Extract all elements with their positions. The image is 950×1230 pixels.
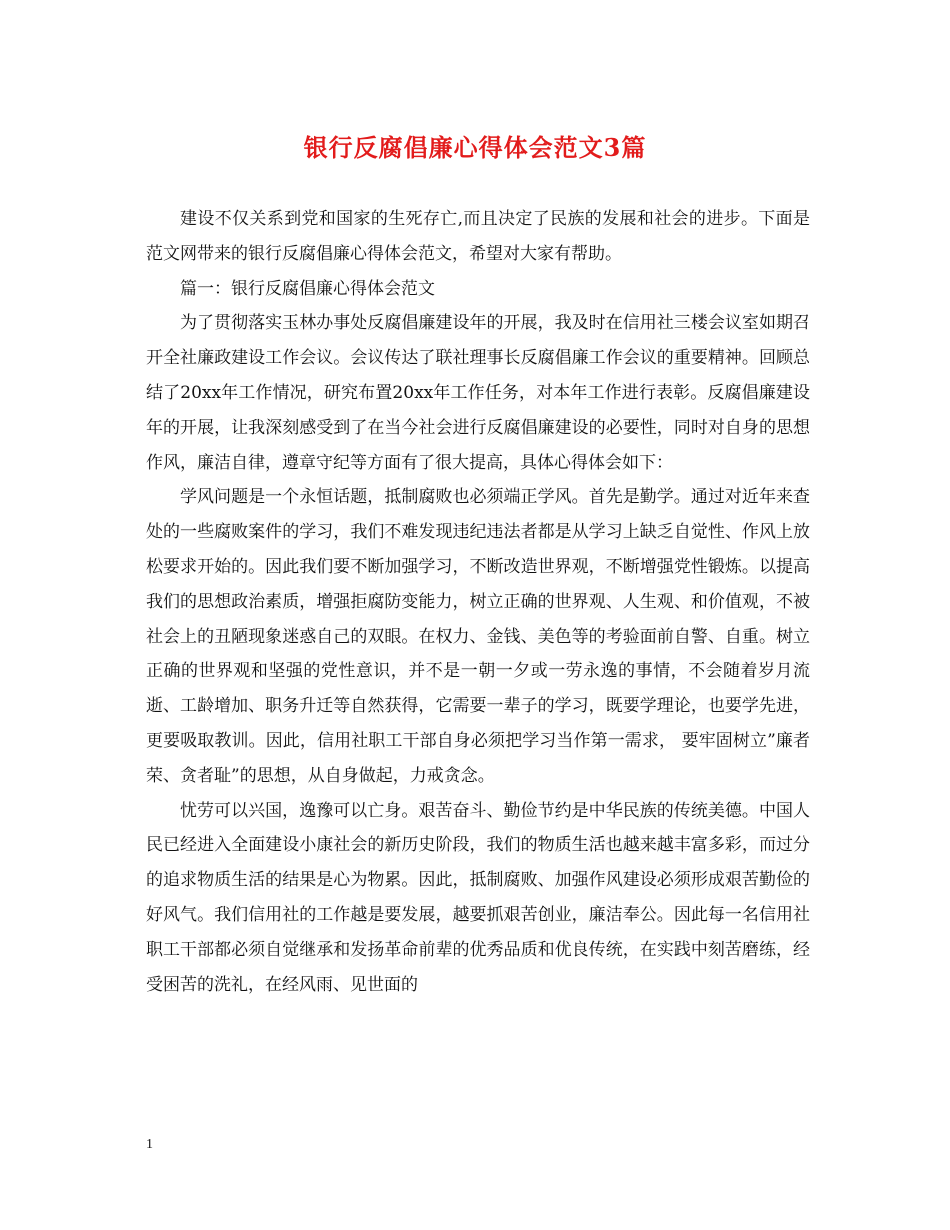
paragraph-diligence: 忧劳可以兴国，逸豫可以亡身。艰苦奋斗、勤俭节约是中华民族的传统美德。中国人民已经进入全面建设小康社会的新历史阶段，我们的物质生活也越来越丰富多彩，而过分的追求物质生活的结果是心为物累。因此，抵制腐败、加强作风建设必须形成艰苦勤俭的好风气。我们信用社的工作越是要发展，越要抓艰苦创业，廉洁奉公。因此每一名信用社职工干部都必须自觉继承和发扬革命前辈的优秀品质和优良传统，在实践中刻苦磨练，经受困苦的洗礼，在经风雨、见世面的 [146, 800, 810, 995]
document-body [146, 202, 810, 1002]
page-number: 1 [146, 1137, 153, 1152]
document-title: 银行反腐倡廉心得体会范文3篇 [303, 133, 647, 162]
paragraph-study: 学风问题是一个永恒话题，抵制腐败也必须端正学风。首先是勤学。通过对近年来查处的一些腐败案件的学习，我们不难发现违纪违法者都是从学习上缺乏自觉性、作风上放松要求开始的。因此我们要不断加强学习，不断改造世界观，不断增强党性锻炼。以提高我们的思想政治素质，增强拒腐防变能力，树立正确的世界观、人生观、和价值观，不被社会上的丑陋现象迷惑自己的双眼。在权力、金钱、美色等的考验面前自警、自重。树立正确的世界观和坚强的党性意识，并不是一朝一夕或一劳永逸的事情，不会随着岁月流逝、工龄增加、职务升迁等自然获得，它需要一辈子的学习，既要学理论，也要学先进，更要吸取教训。因此，信用社职工干部自身必须把学习当作第一需求， 要牢固树立”廉者荣、贪者耻”的思想，从自身做起，力戒贪念。 [146, 487, 810, 786]
paragraph-section-heading: 篇一：银行反腐倡廉心得体会范文 [180, 278, 435, 299]
paragraph-meeting: 为了贯彻落实玉林办事处反腐倡廉建设年的开展，我及时在信用社三楼会议室如期召开全社廉政建设工作会议。会议传达了联社理事长反腐倡廉工作会议的重要精神。回顾总结了20xx年工作情况，研究布置20xx年工作任务，对本年工作进行表彰。反腐倡廉建设年的开展，让我深刻感受到了在当今社会进行反腐倡廉建设的必要性，同时对自身的思想作风，廉洁自律，遵章守纪等方面有了很大提高，具体心得体会如下： [146, 313, 810, 473]
paragraph-intro: 建设不仅关系到党和国家的生死存亡,而且决定了民族的发展和社会的进步。下面是范文网带来的银行反腐倡廉心得体会范文，希望对大家有帮助。 [146, 209, 810, 264]
